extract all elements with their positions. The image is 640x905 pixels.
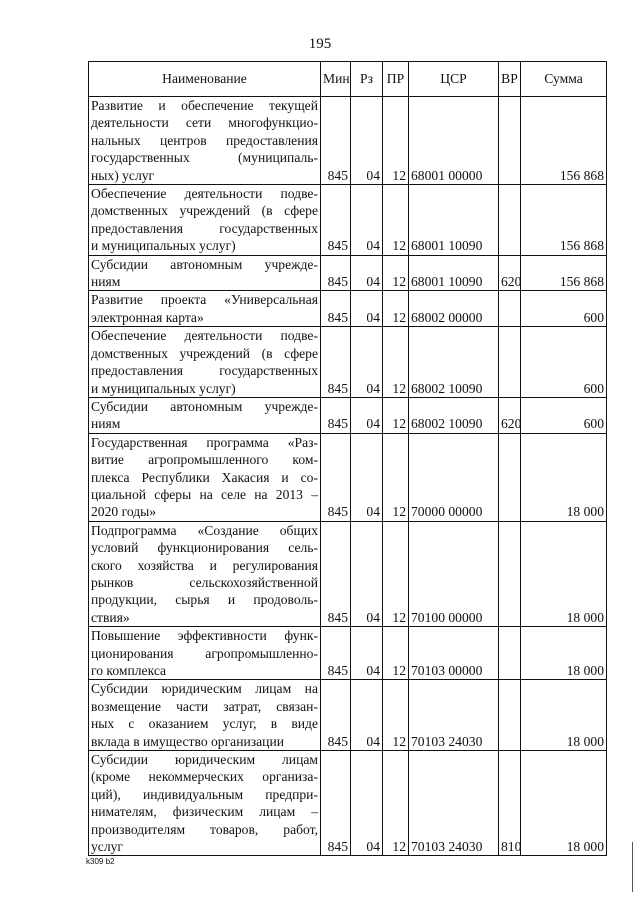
- row-name-line: предоставления государственных: [91, 363, 318, 379]
- row-target-article: 70103 24030: [409, 680, 499, 751]
- row-subsection: 12: [383, 185, 409, 256]
- row-section: 04: [351, 291, 383, 327]
- row-section: 04: [351, 521, 383, 626]
- row-section: 04: [351, 751, 383, 856]
- row-expense-type: 620: [499, 255, 521, 291]
- row-name-line: ствия»: [91, 609, 130, 625]
- row-name-line: деятельности сети многофункцио-: [91, 115, 318, 131]
- row-subsection: 12: [383, 255, 409, 291]
- row-section: 04: [351, 255, 383, 291]
- row-name-line: домственных учреждений (в сфере: [91, 345, 318, 361]
- row-name: [89, 627, 321, 680]
- row-name-line: и муниципальных услуг): [91, 380, 236, 396]
- row-ministry: 845: [321, 327, 351, 398]
- row-name: [89, 521, 321, 626]
- row-section: 04: [351, 627, 383, 680]
- row-amount: 156 868: [521, 185, 607, 256]
- row-name: [89, 680, 321, 751]
- row-name-line: нальных центров предоставления: [91, 132, 318, 148]
- row-name: [89, 751, 321, 856]
- row-subsection: 12: [383, 433, 409, 521]
- row-name-line: плекса Республики Хакасия и со-: [91, 469, 318, 485]
- row-ministry: 845: [321, 185, 351, 256]
- row-ministry: 845: [321, 521, 351, 626]
- row-target-article: 68002 00000: [409, 291, 499, 327]
- row-name-line: Субсидии юридическим лицам на: [91, 681, 318, 697]
- row-name-line: Повышение эффективности функ-: [91, 628, 318, 644]
- row-target-article: 68002 10090: [409, 397, 499, 433]
- row-name-line: 2020 годы»: [91, 504, 157, 520]
- row-ministry: 845: [321, 433, 351, 521]
- row-expense-type: [499, 521, 521, 626]
- row-section: 04: [351, 327, 383, 398]
- row-expense-type: [499, 680, 521, 751]
- row-name-line: Государственная программа «Раз-: [91, 434, 318, 450]
- row-section: 04: [351, 680, 383, 751]
- row-name-line: производителям товаров, работ,: [91, 821, 318, 837]
- row-ministry: 845: [321, 680, 351, 751]
- row-name-line: вклада в имущество организации: [91, 733, 284, 749]
- column-header-section: Рз: [351, 62, 383, 97]
- row-name: [89, 291, 321, 327]
- table-body: [89, 97, 607, 856]
- column-header-amount: Сумма: [521, 62, 607, 97]
- table-row: [89, 397, 607, 433]
- row-name-line: и муниципальных услуг): [91, 238, 236, 254]
- row-amount: 600: [521, 397, 607, 433]
- row-ministry: 845: [321, 397, 351, 433]
- table-row: [89, 751, 607, 856]
- row-amount: 600: [521, 291, 607, 327]
- table-row: [89, 627, 607, 680]
- table-row: [89, 521, 607, 626]
- table-row: [89, 291, 607, 327]
- footer-code: k309 b2: [86, 857, 115, 866]
- row-name: [89, 97, 321, 185]
- row-name-line: (кроме некоммерческих организа-: [91, 769, 318, 785]
- row-name: [89, 185, 321, 256]
- row-name-line: рынков сельскохозяйственной: [91, 574, 318, 590]
- row-name-line: электронная карта»: [91, 309, 204, 325]
- row-name-line: домственных учреждений (в сфере: [91, 203, 318, 219]
- row-amount: 600: [521, 327, 607, 398]
- row-expense-type: [499, 97, 521, 185]
- row-name-line: Развитие проекта «Универсальная: [91, 292, 318, 308]
- row-name-line: ского хозяйства и регулирования: [91, 557, 318, 573]
- row-name-line: Субсидии автономным учрежде-: [91, 398, 318, 414]
- budget-table: [88, 61, 607, 856]
- row-section: 04: [351, 97, 383, 185]
- row-ministry: 845: [321, 291, 351, 327]
- column-header-name: Наименование: [89, 62, 321, 97]
- table-row: [89, 255, 607, 291]
- row-name-line: Подпрограмма «Создание общих: [91, 522, 318, 538]
- row-amount: 156 868: [521, 255, 607, 291]
- row-name-line: ниям: [91, 416, 121, 432]
- row-target-article: 70000 00000: [409, 433, 499, 521]
- column-header-subsection: ПР: [383, 62, 409, 97]
- column-header-target-article: ЦСР: [409, 62, 499, 97]
- row-ministry: 845: [321, 255, 351, 291]
- row-name-line: продукции, сырья и продоволь-: [91, 592, 318, 608]
- row-section: 04: [351, 185, 383, 256]
- row-name-line: возмещение части затрат, связан-: [91, 698, 318, 714]
- row-target-article: 68001 00000: [409, 97, 499, 185]
- row-name-line: услуг: [91, 839, 123, 855]
- row-name-line: Субсидии автономным учрежде-: [91, 256, 318, 272]
- row-name-line: ций), индивидуальным предпри-: [91, 786, 318, 802]
- row-subsection: 12: [383, 97, 409, 185]
- row-name: [89, 433, 321, 521]
- row-expense-type: [499, 185, 521, 256]
- row-amount: 156 868: [521, 97, 607, 185]
- row-name-line: нимателям, физическим лицам –: [91, 804, 318, 820]
- row-expense-type: [499, 433, 521, 521]
- row-name-line: Развитие и обеспечение текущей: [91, 98, 318, 113]
- row-subsection: 12: [383, 397, 409, 433]
- row-name: [89, 397, 321, 433]
- row-target-article: 68001 10090: [409, 185, 499, 256]
- row-amount: 18 000: [521, 680, 607, 751]
- row-expense-type: 620: [499, 397, 521, 433]
- row-target-article: 70100 00000: [409, 521, 499, 626]
- row-amount: 18 000: [521, 627, 607, 680]
- row-section: 04: [351, 433, 383, 521]
- row-name-line: го комплекса: [91, 663, 167, 678]
- row-name-line: ционирования агропромышленно-: [91, 645, 318, 661]
- row-name-line: Обеспечение деятельности подве-: [91, 328, 318, 344]
- row-name-line: Обеспечение деятельности подве-: [91, 186, 318, 202]
- row-name-line: государственных (муниципаль-: [91, 150, 318, 166]
- row-amount: 18 000: [521, 751, 607, 856]
- row-subsection: 12: [383, 327, 409, 398]
- row-target-article: 70103 24030: [409, 751, 499, 856]
- row-expense-type: [499, 327, 521, 398]
- row-amount: 18 000: [521, 521, 607, 626]
- row-subsection: 12: [383, 521, 409, 626]
- row-expense-type: [499, 291, 521, 327]
- row-subsection: 12: [383, 751, 409, 856]
- page-number: 195: [308, 36, 332, 52]
- row-subsection: 12: [383, 680, 409, 751]
- row-target-article: 68002 10090: [409, 327, 499, 398]
- table-row: [89, 185, 607, 256]
- table-row: [89, 433, 607, 521]
- row-expense-type: [499, 627, 521, 680]
- row-amount: 18 000: [521, 433, 607, 521]
- row-name-line: ных с оказанием услуг, в виде: [91, 716, 318, 732]
- table-row: [89, 97, 607, 185]
- row-expense-type: 810: [499, 751, 521, 856]
- table-header-row: [89, 62, 607, 97]
- column-header-expense-type: ВР: [499, 62, 521, 97]
- row-section: 04: [351, 397, 383, 433]
- row-ministry: 845: [321, 97, 351, 185]
- row-name-line: ных) услуг: [91, 167, 155, 183]
- row-ministry: 845: [321, 627, 351, 680]
- row-name: [89, 255, 321, 291]
- scan-edge-mark: [632, 842, 636, 892]
- table-row: [89, 680, 607, 751]
- row-name-line: предоставления государственных: [91, 220, 318, 236]
- row-name: [89, 327, 321, 398]
- row-name-line: циальной сферы на селе на 2013 –: [91, 486, 318, 502]
- row-subsection: 12: [383, 291, 409, 327]
- row-name-line: витие агропромышленного ком-: [91, 452, 318, 468]
- row-name-line: Субсидии юридическим лицам: [91, 752, 318, 768]
- table-row: [89, 327, 607, 398]
- row-name-line: условий функционирования сель-: [91, 540, 318, 556]
- row-target-article: 70103 00000: [409, 627, 499, 680]
- row-subsection: 12: [383, 627, 409, 680]
- row-name-line: ниям: [91, 274, 121, 290]
- column-header-ministry: Мин: [321, 62, 351, 97]
- row-target-article: 68001 10090: [409, 255, 499, 291]
- row-ministry: 845: [321, 751, 351, 856]
